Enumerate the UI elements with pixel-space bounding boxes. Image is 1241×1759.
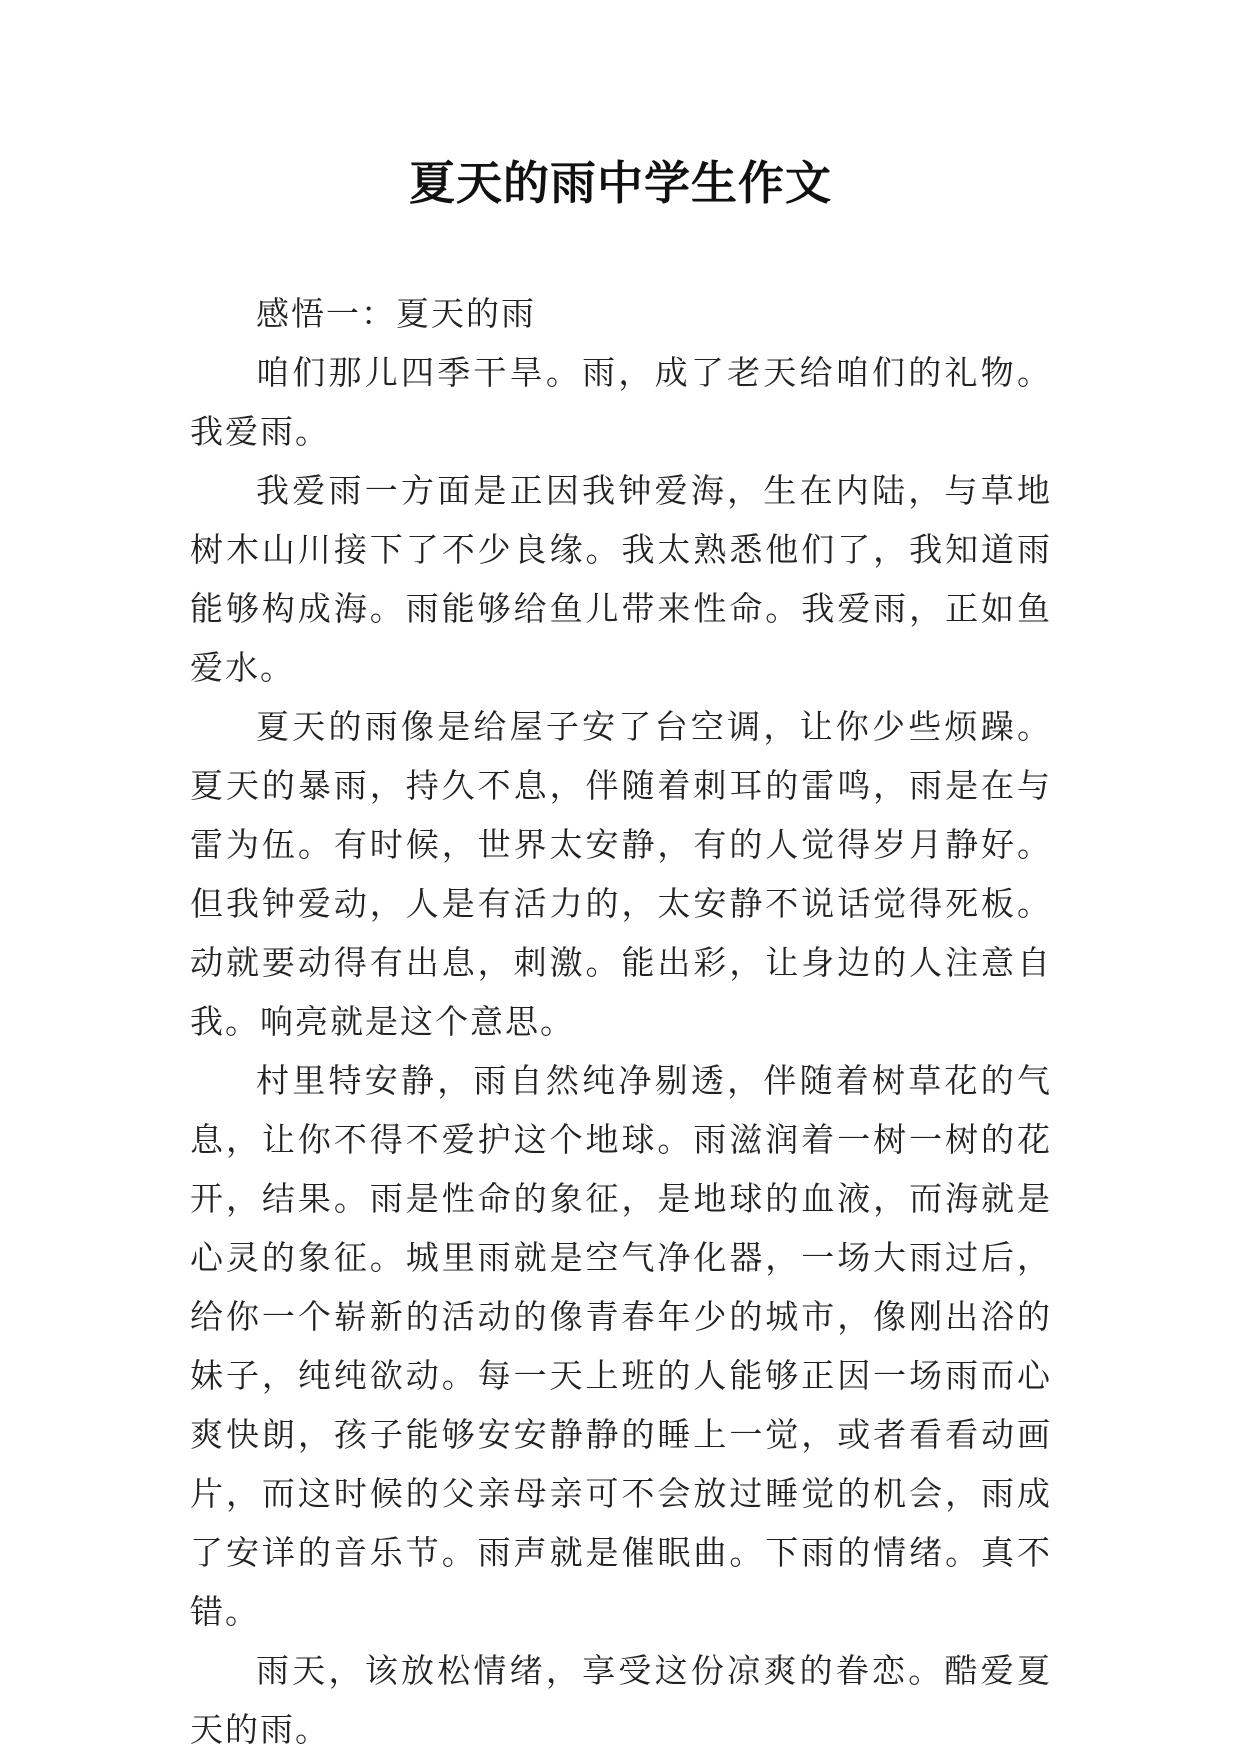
document-body bbox=[190, 284, 1052, 1759]
paragraph: 村里特安静，雨自然纯净剔透，伴随着树草花的气息，让你不得不爱护这个地球。雨滋润着一树一树的花开，结果。雨是性命的象征，是地球的血液，而海就是心灵的象征。城里雨就是空气净化器，一场大雨过后，给你一个崭新的活动的像青春年少的城市，像刚出浴的妹子，纯纯欲动。每一天上班的人能够正因一场雨而心爽快朗，孩子能够安安静静的睡上一觉，或者看看动画片，而这时候的父亲母亲可不会放过睡觉的机会，雨成了安详的音乐节。雨声就是催眠曲。下雨的情绪。真不错。 bbox=[190, 1061, 1052, 1631]
paragraph: 雨天，该放松情绪，享受这份凉爽的眷恋。酷爱夏天的雨。 bbox=[190, 1651, 1052, 1749]
document-title: 夏天的雨中学生作文 bbox=[409, 156, 832, 210]
paragraph: 夏天的雨像是给屋子安了台空调，让你少些烦躁。夏天的暴雨，持久不息，伴随着刺耳的雷鸣，雨是在与雷为伍。有时候，世界太安静，有的人觉得岁月静好。但我钟爱动，人是有活力的，太安静不说话觉得死板。动就要动得有出息，刺激。能出彩，让身边的人注意自我。响亮就是这个意思。 bbox=[190, 707, 1052, 1041]
paragraph: 我爱雨一方面是正因我钟爱海，生在内陆，与草地树木山川接下了不少良缘。我太熟悉他们了，我知道雨能够构成海。雨能够给鱼儿带来性命。我爱雨，正如鱼爱水。 bbox=[190, 471, 1052, 687]
paragraph-heading: 感悟一：夏天的雨 bbox=[256, 294, 536, 333]
paragraph: 咱们那儿四季干旱。雨，成了老天给咱们的礼物。我爱雨。 bbox=[190, 353, 1052, 451]
